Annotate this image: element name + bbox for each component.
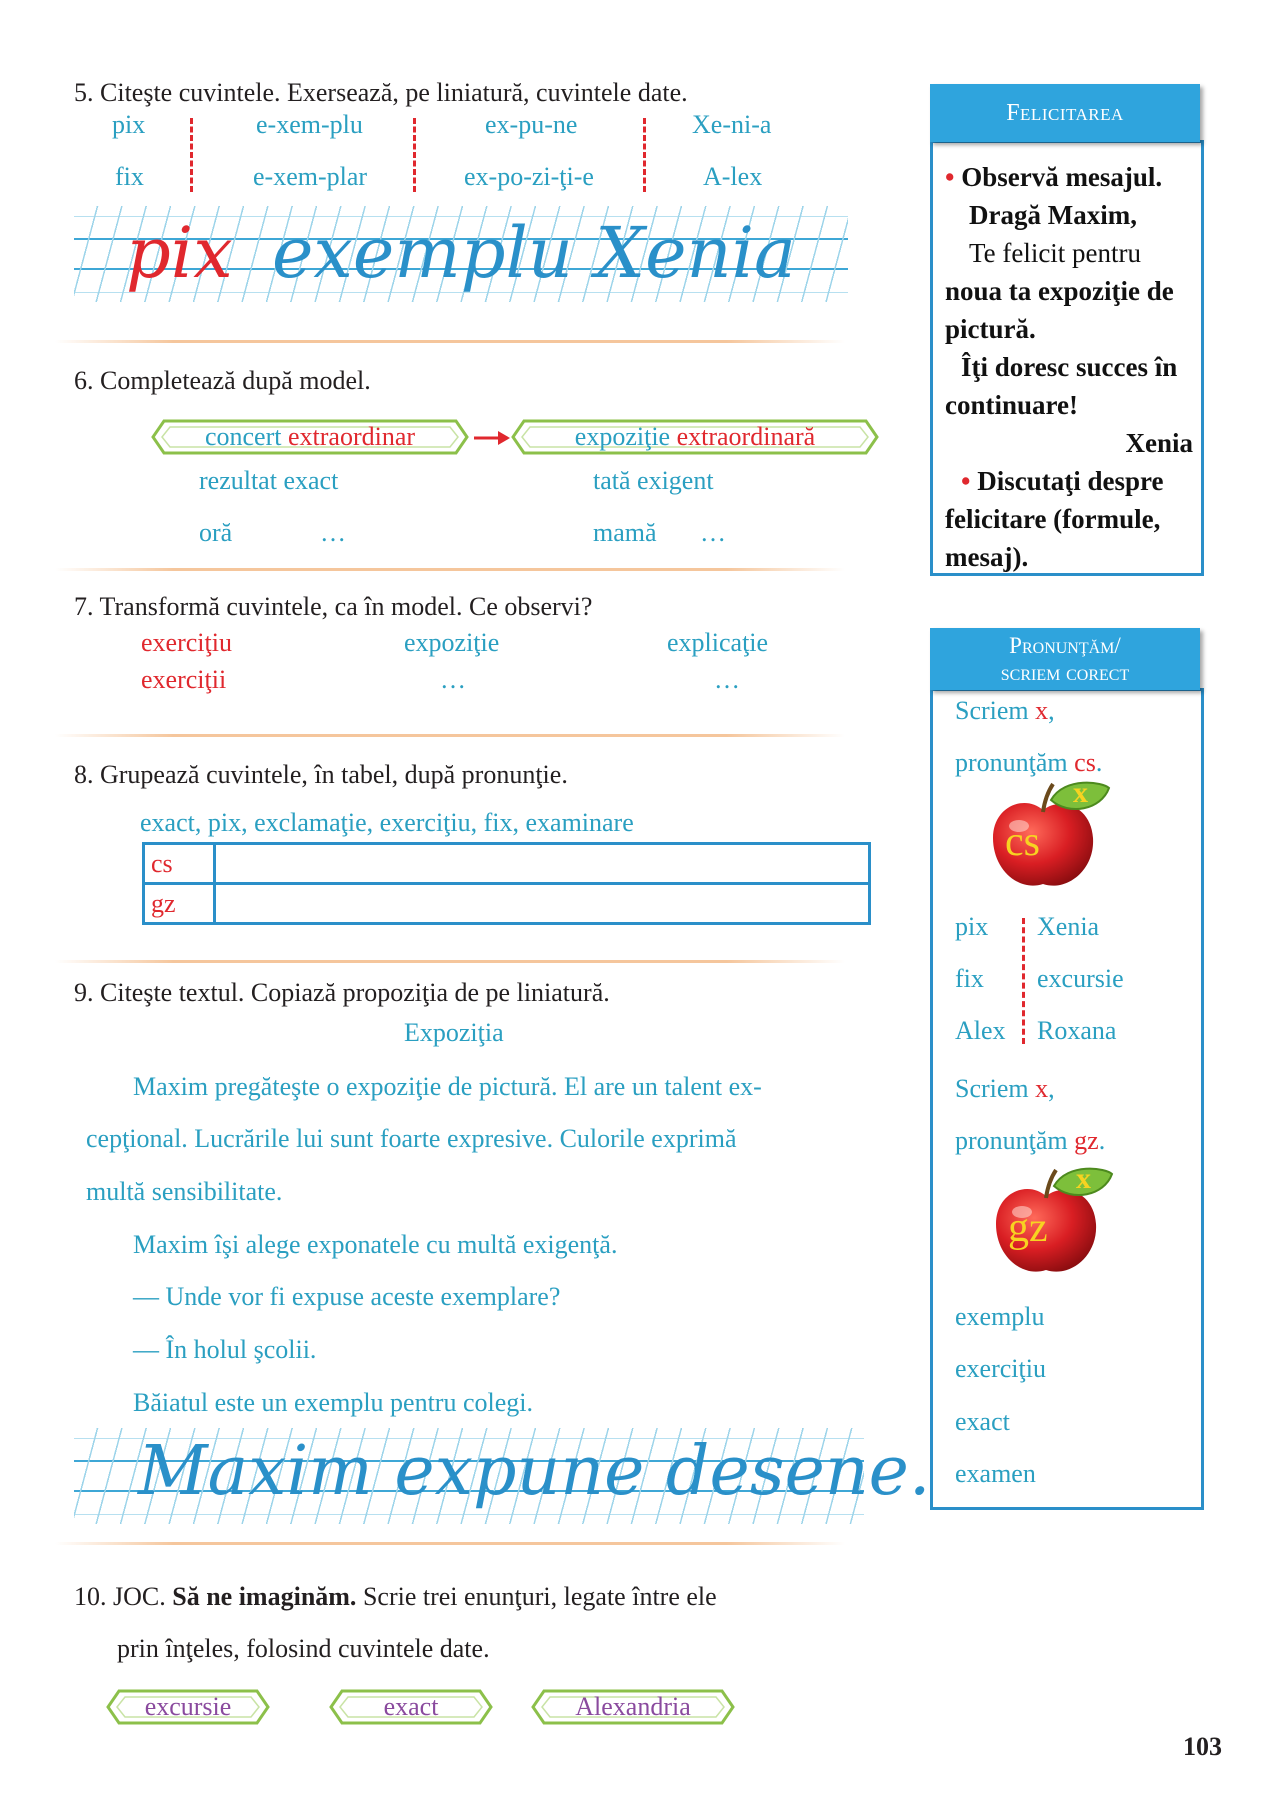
ex7-singular-2: expoziţie <box>404 628 500 657</box>
ex7-heading: 7. Transformă cuvintele, ca în model. Ce observi? <box>74 592 593 621</box>
ex7-plural-3: … <box>714 665 740 694</box>
pronuntam-pronuntam-2: pronunţăm gz. <box>955 1126 1106 1155</box>
ex10-heading <box>74 1584 717 1610</box>
felicitarea-bullet-1: • Observă mesajul. <box>945 162 1163 192</box>
felicitarea-line-6: continuare! <box>945 390 1078 420</box>
pronuntam-pair-1-left: pix <box>955 912 989 941</box>
ex5-word-alex: A-lex <box>703 162 763 191</box>
ex5-word-exemplu: e-xem-plu <box>256 110 363 139</box>
ex10-rest: Scrie trei enunţuri, legate între ele <box>362 1582 717 1611</box>
ex10-word-exact <box>328 1688 494 1726</box>
ex10-word-label: exact <box>383 1692 439 1721</box>
page-number: 103 <box>1183 1732 1222 1761</box>
ex6-row1-right: tată exigent <box>593 466 714 495</box>
felicitarea-content <box>945 158 1195 576</box>
table-row <box>144 884 870 924</box>
felicitarea-signature: Xenia <box>1125 428 1193 458</box>
arrow-right-icon <box>472 428 512 448</box>
ex6-model-right-a: expoziţie <box>574 422 671 451</box>
ex6-row2-left-blank: … <box>320 518 346 547</box>
pronuntam-title-2: scriem corect <box>1000 660 1130 685</box>
ex7-singular-1: exerciţiu <box>141 628 232 657</box>
ex5-word-pix: pix <box>112 110 146 139</box>
felicitarea-line-3: noua ta expoziţie de <box>945 276 1174 306</box>
ex10-word-excursie <box>105 1688 271 1726</box>
ex8-table <box>142 842 871 925</box>
ex10-bold: Să ne imaginăm. <box>172 1582 357 1611</box>
ex5-separator-1 <box>190 118 193 192</box>
ex5-separator-3 <box>643 118 646 192</box>
pronuntam-pronuntam-1: pronunţăm cs. <box>955 748 1103 777</box>
pronuntam-pair-3-left: Alex <box>955 1016 1006 1045</box>
divider <box>55 734 845 737</box>
felicitarea-title: Felicitarea <box>1006 100 1124 126</box>
ex6-model-left-a: concert <box>204 422 282 451</box>
pronuntam-pair-1-right: Xenia <box>1037 912 1100 941</box>
pronuntam-pair-2-right: excursie <box>1037 964 1124 993</box>
ex7-plural-2: … <box>440 665 466 694</box>
ex8-row-label-cs: cs <box>144 844 215 884</box>
ex8-heading: 8. Grupează cuvintele, în tabel, după pronunţie. <box>74 760 568 789</box>
ex5-word-exemplar: e-xem-plar <box>253 162 368 191</box>
ex8-cell-gz[interactable] <box>215 884 870 924</box>
ex8-word-list: exact, pix, exclamaţie, exerciţiu, fix, examinare <box>140 808 634 837</box>
ex9-line-1: Maxim pregăteşte o expoziţie de pictură. El are un talent ex- <box>133 1072 762 1101</box>
ex9-line-6: — În holul şcolii. <box>133 1335 317 1364</box>
ex5-cursive-blue: exemplu Xenia <box>272 212 796 294</box>
felicitarea-line-5: Îţi doresc succes în <box>961 352 1178 382</box>
ex10-num: 10. JOC. <box>74 1582 166 1611</box>
ex6-row1-left: rezultat exact <box>199 466 339 495</box>
ex8-row-label-gz: gz <box>144 884 215 924</box>
pronuntam-header <box>930 628 1200 690</box>
ex7-singular-3: explicaţie <box>667 628 769 657</box>
ex5-separator-2 <box>413 118 416 192</box>
ex6-heading: 6. Completează după model. <box>74 366 371 395</box>
ex10-word-label: Alexandria <box>575 1692 691 1721</box>
pronuntam-pair-2-left: fix <box>955 964 984 993</box>
felicitarea-line-1: Dragă Maxim, <box>969 200 1137 230</box>
ex9-line-7: Băiatul este un exemplu pentru colegi. <box>133 1388 533 1417</box>
ex5-heading: 5. Citeşte cuvintele. Exersează, pe liniatură, cuvintele date. <box>74 78 688 107</box>
divider <box>55 960 845 963</box>
ex8-cell-cs[interactable] <box>215 844 870 884</box>
table-row <box>144 844 870 884</box>
felicitarea-bullet-2: • Discutaţi despre <box>961 466 1164 496</box>
apple-icon <box>988 1162 1118 1281</box>
apple-cs-top-letter: x <box>1073 776 1088 809</box>
felicitarea-line-2: Te felicit pentru <box>969 238 1142 268</box>
ex9-line-3: multă sensibilitate. <box>86 1177 283 1206</box>
ex5-word-expozitie: ex-po-zi-ţi-e <box>464 162 594 191</box>
ex5-cursive-red: pix <box>126 212 233 294</box>
apple-cs-letters: cs <box>1005 819 1040 865</box>
ex6-model-left <box>150 418 470 456</box>
pronuntam-scriem-1: Scriem x, <box>955 696 1055 725</box>
ex6-row2-right: mamă <box>593 518 657 547</box>
ex9-line-4: Maxim îşi alege exponatele cu multă exigenţă. <box>133 1230 618 1259</box>
felicitarea-bullet-2-line-3: mesaj). <box>945 542 1029 572</box>
pronuntam-separator <box>1022 918 1025 1044</box>
ex9-cursive-sentence: Maxim expune desene. <box>138 1432 931 1511</box>
divider <box>55 568 845 571</box>
felicitarea-bullet-2-line-2: felicitare (formule, <box>945 504 1161 534</box>
ex6-model-left-b: extraordinar <box>287 422 416 451</box>
divider <box>55 340 845 343</box>
ex7-plural-1: exerciţii <box>141 665 227 694</box>
ex9-heading: 9. Citeşte textul. Copiază propoziţia de pe liniatură. <box>74 978 610 1007</box>
pronuntam-scriem-2: Scriem x, <box>955 1074 1055 1103</box>
felicitarea-line-4: pictură. <box>945 314 1036 344</box>
ex5-word-expune: ex-pu-ne <box>485 110 578 139</box>
apple-gz-letters: gz <box>1008 1205 1048 1251</box>
ex6-row2-right-blank: … <box>700 518 726 547</box>
pronuntam-gz-word-1: exemplu <box>955 1302 1045 1331</box>
ex9-line-2: cepţional. Lucrările lui sunt foarte expresive. Culorile exprimă <box>86 1124 737 1153</box>
felicitarea-header <box>930 84 1200 142</box>
apple-icon <box>985 776 1115 895</box>
pronuntam-gz-word-4: examen <box>955 1459 1036 1488</box>
ex9-title: Expoziţia <box>404 1018 504 1047</box>
ex6-model-right-b: extraordinară <box>676 422 816 451</box>
pronuntam-title-1: Pronunţăm/ <box>1009 633 1121 658</box>
ex6-row2-left: oră <box>199 518 233 547</box>
ex10-line-2: prin înţeles, folosind cuvintele date. <box>117 1634 490 1663</box>
ex10-word-label: excursie <box>144 1692 232 1721</box>
divider <box>55 1542 845 1545</box>
ex6-model-right <box>510 418 880 456</box>
pronuntam-gz-word-3: exact <box>955 1407 1010 1436</box>
ex9-line-5: — Unde vor fi expuse aceste exemplare? <box>133 1282 561 1311</box>
ex5-word-xenia: Xe-ni-a <box>692 110 772 139</box>
ex10-word-alexandria <box>530 1688 736 1726</box>
apple-gz-top-letter: x <box>1076 1162 1091 1195</box>
pronuntam-pair-3-right: Roxana <box>1037 1016 1117 1045</box>
ex5-word-fix: fix <box>115 162 144 191</box>
pronuntam-gz-word-2: exerciţiu <box>955 1354 1046 1383</box>
